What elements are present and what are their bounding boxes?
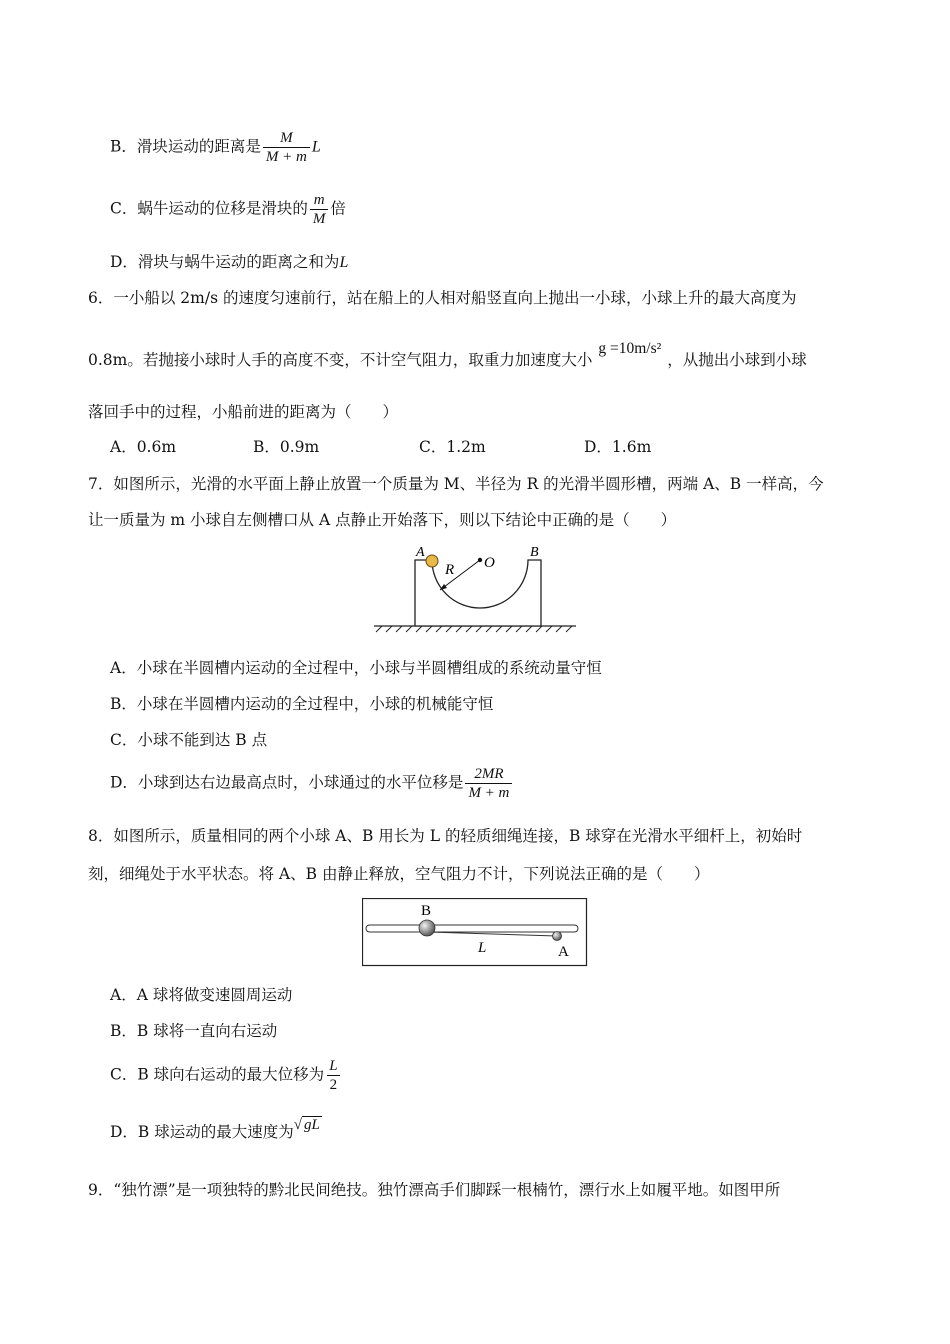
- q8-option-b: B．B 球将一直向右运动: [110, 1022, 278, 1040]
- q6-line-2: 0.8m。若抛接小球时人手的高度不变，不计空气阻力，取重力加速度大小g =10m/s²，从抛出小球到小球: [88, 340, 807, 369]
- label-b: B: [530, 545, 539, 560]
- q9-line-1: 9．“独竹漂”是一项独特的黔北民间绝技。独竹漂高手们脚踩一根楠竹，漂行水上如履平地。如图甲所: [88, 1181, 781, 1199]
- label-a: A: [416, 545, 425, 560]
- q5-option-c: C．蜗牛运动的位移是滑块的 $\frac{m}{M}$ 倍: [110, 192, 346, 227]
- q8-option-d: D．B 球运动的最大速度为√ gL: [110, 1117, 320, 1141]
- q6-choice-c: C．1.2m: [419, 438, 486, 456]
- q8-line-1: 8．如图所示，质量相同的两个小球 A、B 用长为 L 的轻质细绳连接，B 球穿在光滑水平细杆上，初始时: [88, 827, 803, 845]
- q5-option-d: D．滑块与蜗牛运动的距离之和为L: [110, 253, 349, 271]
- q6-line-1: 6．一小船以 2m/s 的速度匀速前行，站在船上的人相对船竖直向上抛出一小球，小球上升的最大高度为: [88, 289, 797, 307]
- label-b: B: [421, 903, 432, 919]
- q6-choice-a: A．0.6m: [110, 438, 177, 456]
- q8-option-a: A．A 球将做变速圆周运动: [110, 986, 293, 1004]
- rod-balls-figure: [362, 898, 588, 968]
- q5-option-b: B．滑块运动的距离是 $\frac{M}{M + m}$ L: [110, 130, 321, 165]
- q7-option-b: B．小球在半圆槽内运动的全过程中，小球的机械能守恒: [110, 695, 494, 713]
- q6-choice-d: D．1.6m: [584, 438, 652, 456]
- sqrt-expression: √ gL: [293, 1117, 320, 1133]
- label-a: A: [558, 944, 569, 960]
- q6-line-3: 落回手中的过程，小船前进的距离为（ ）: [88, 403, 399, 421]
- label-r: R: [445, 562, 455, 578]
- q6-choice-b: B．0.9m: [253, 438, 320, 456]
- gravity-formula: g =10m/s²: [598, 340, 662, 357]
- q7-line-2: 让一质量为 m 小球自左侧槽口从 A 点静止开始落下，则以下结论中正确的是（ ）: [88, 511, 677, 529]
- fraction: $\frac{L}{2}$: [326, 1058, 340, 1093]
- label-l: L: [478, 940, 487, 956]
- fraction: $\frac{m}{M}$: [310, 192, 329, 227]
- fraction: $\frac{2MR}{M + m}$: [465, 766, 512, 801]
- semicircle-trough-figure: [370, 540, 580, 636]
- q8-line-2: 刻，细绳处于水平状态。将 A、B 由静止释放，空气阻力不计，下列说法正确的是（ ）: [88, 865, 710, 883]
- q8-option-c: C．B 球向右运动的最大位移为 $\frac{L}{2}$: [110, 1058, 343, 1093]
- q7-line-1: 7．如图所示，光滑的水平面上静止放置一个质量为 M、半径为 R 的光滑半圆形槽，两端 A、B 一样高，今: [88, 475, 824, 493]
- fraction: $\frac{M}{M + m}$: [263, 130, 310, 165]
- label-o: O: [484, 555, 495, 571]
- q7-option-d: D．小球到达右边最高点时，小球通过的水平位移是 $\frac{2MR}{M + m}$: [110, 766, 514, 801]
- q7-option-a: A．小球在半圆槽内运动的全过程中，小球与半圆槽组成的系统动量守恒: [110, 659, 602, 677]
- q7-option-c: C．小球不能到达 B 点: [110, 731, 268, 749]
